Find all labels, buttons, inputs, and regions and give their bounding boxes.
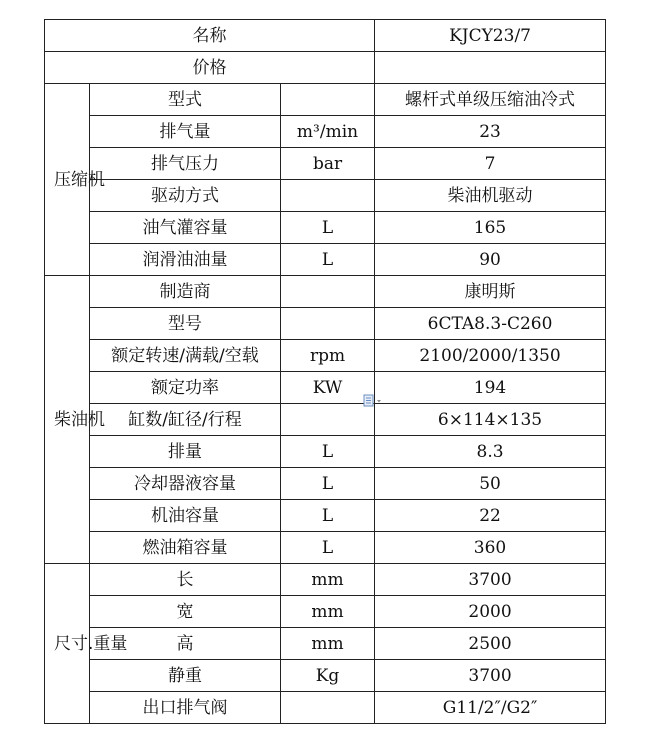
row-value: 3700 [375, 564, 606, 596]
row-label: 油气灌容量 [90, 212, 281, 244]
row-label: 制造商 [90, 276, 281, 308]
table-row [45, 212, 606, 244]
row-unit: KW [281, 372, 375, 404]
table-row [45, 180, 606, 212]
row-label: 宽 [90, 596, 281, 628]
row-label: 驱动方式 [90, 180, 281, 212]
row-label: 机油容量 [90, 500, 281, 532]
table-row [45, 532, 606, 564]
row-label: 燃油箱容量 [90, 532, 281, 564]
table-row [45, 500, 606, 532]
row-label: 型号 [90, 308, 281, 340]
row-value: 7 [375, 148, 606, 180]
row-unit [281, 84, 375, 116]
price-label: 价格 [45, 52, 375, 84]
row-unit: mm [281, 596, 375, 628]
price-value [375, 52, 606, 84]
row-value: 柴油机驱动 [375, 180, 606, 212]
table-row [45, 340, 606, 372]
row-label: 润滑油油量 [90, 244, 281, 276]
row-label: 高 [90, 628, 281, 660]
row-label: 出口排气阀 [90, 692, 281, 724]
group-label-dimensions: 尺寸.重量 [45, 564, 90, 724]
table-row [45, 308, 606, 340]
row-unit: L [281, 532, 375, 564]
row-value: 2100/2000/1350 [375, 340, 606, 372]
row-value: 360 [375, 532, 606, 564]
row-label: 长 [90, 564, 281, 596]
row-label: 额定转速/满载/空载 [90, 340, 281, 372]
row-unit: mm [281, 628, 375, 660]
row-unit: mm [281, 564, 375, 596]
table-row [45, 596, 606, 628]
row-unit: L [281, 244, 375, 276]
table-row [45, 52, 606, 84]
table-row [45, 564, 606, 596]
row-value: 8.3 [375, 436, 606, 468]
row-unit: L [281, 436, 375, 468]
row-label: 缸数/缸径/行程 [90, 404, 281, 436]
row-value: 23 [375, 116, 606, 148]
row-unit: Kg [281, 660, 375, 692]
table-row [45, 692, 606, 724]
row-label: 排量 [90, 436, 281, 468]
row-unit: rpm [281, 340, 375, 372]
row-label: 排气量 [90, 116, 281, 148]
table-row [45, 372, 606, 404]
table-row [45, 84, 606, 116]
row-value: 50 [375, 468, 606, 500]
table-row [45, 628, 606, 660]
row-unit [281, 276, 375, 308]
row-unit: L [281, 468, 375, 500]
table-row [45, 20, 606, 52]
table-row [45, 244, 606, 276]
row-value: 康明斯 [375, 276, 606, 308]
table-row [45, 148, 606, 180]
row-label: 额定功率 [90, 372, 281, 404]
row-unit: bar [281, 148, 375, 180]
spec-table [44, 19, 606, 724]
row-unit [281, 180, 375, 212]
row-label: 静重 [90, 660, 281, 692]
table-row [45, 436, 606, 468]
row-value: 22 [375, 500, 606, 532]
row-value: 194 [375, 372, 606, 404]
row-unit [281, 692, 375, 724]
row-value: 6CTA8.3-C260 [375, 308, 606, 340]
name-label: 名称 [45, 20, 375, 52]
row-value: G11/2″/G2″ [375, 692, 606, 724]
row-value: 3700 [375, 660, 606, 692]
row-value: 2000 [375, 596, 606, 628]
row-value: 165 [375, 212, 606, 244]
group-label-engine: 柴油机 [45, 276, 90, 564]
table-row [45, 468, 606, 500]
row-unit [281, 308, 375, 340]
row-label: 排气压力 [90, 148, 281, 180]
row-label: 冷却器液容量 [90, 468, 281, 500]
table-row [45, 116, 606, 148]
table-row [45, 276, 606, 308]
row-unit: m³/min [281, 116, 375, 148]
table-row [45, 404, 606, 436]
group-label-compressor: 压缩机 [45, 84, 90, 276]
paragraph-marker-icon[interactable] [363, 393, 385, 407]
row-unit: L [281, 212, 375, 244]
row-value: 6×114×135 [375, 404, 606, 436]
row-unit: L [281, 500, 375, 532]
row-value: 螺杆式单级压缩油冷式 [375, 84, 606, 116]
row-label: 型式 [90, 84, 281, 116]
row-value: 2500 [375, 628, 606, 660]
table-row [45, 660, 606, 692]
row-unit [281, 404, 375, 436]
model-value: KJCY23/7 [375, 20, 606, 52]
row-value: 90 [375, 244, 606, 276]
